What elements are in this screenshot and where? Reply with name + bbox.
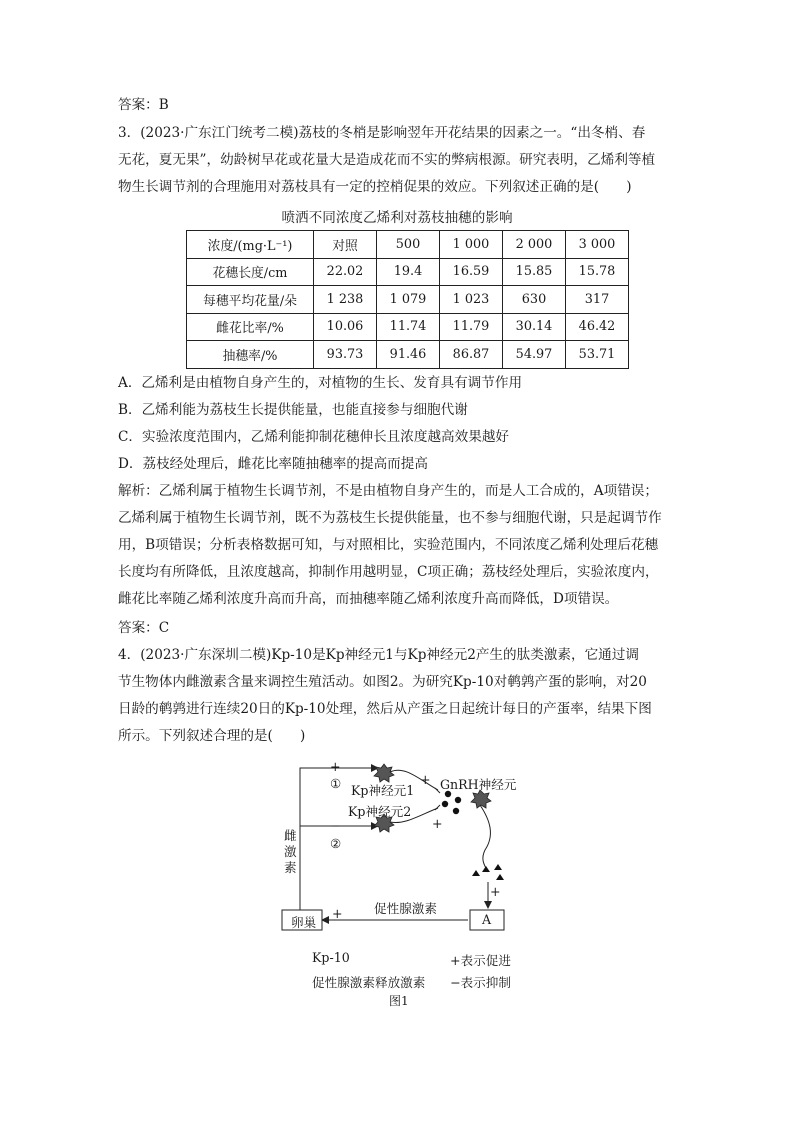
minus-sign: −: [330, 818, 341, 833]
legend-kp10: Kp-10: [312, 950, 350, 965]
table-row: [187, 341, 629, 369]
kp-neuron-1-label: Kp神经元1: [351, 783, 415, 798]
table-caption: 喷洒不同浓度乙烯利对荔枝抽穗的影响: [281, 210, 513, 226]
plus-sign: +: [420, 772, 431, 787]
table-cell: 10.06: [314, 313, 377, 341]
table-row-label: 雌花比率/%: [187, 313, 314, 341]
table-cell: 15.85: [503, 258, 566, 286]
plus-sign: +: [432, 816, 443, 831]
gnrh-axon: [480, 805, 490, 872]
table-cell: 53.71: [566, 341, 629, 369]
q4-stem-line-1: 4．(2023·广东深圳二模)Kp-10是Kp神经元1与Kp神经元2产生的肽类激素，它通过调: [118, 647, 639, 663]
ovary-label: 卵巢: [291, 915, 317, 930]
table-cell: 19.4: [377, 258, 440, 286]
analysis-line-4: 长度均有所降低，且浓度越高，抑制作用越明显，C项正确；荔枝经处理后，实验浓度内，: [118, 564, 659, 580]
table-row-label: 抽穗率/%: [187, 341, 314, 369]
plus-sign: +: [490, 884, 501, 899]
analysis-line-3: 用，B项错误；分析表格数据可知，与对照相比，实验范围内，不同浓度乙烯利处理后花穗: [118, 537, 659, 553]
q4-stem-line-2: 节生物体内雌激素含量来调控生殖活动。如图2。为研究Kp-10对鹌鹑产蛋的影响，对20: [118, 674, 647, 690]
q3-answer: 答案：C: [118, 620, 170, 636]
kp-neuron-2-label: Kp神经元2: [348, 804, 412, 819]
table-cell: 54.97: [503, 341, 566, 369]
legend-inhibit: −表示抑制: [450, 975, 511, 990]
table-cell: 11.79: [440, 313, 503, 341]
gnrh-triangles: [472, 864, 504, 880]
gonadotropin-label: 促性腺激素: [374, 901, 437, 916]
table-cell: 22.02: [314, 258, 377, 286]
q4-stem-line-3: 日龄的鹌鹑进行连续20日的Kp-10处理，然后从产蛋之日起统计每日的产蛋率，结果下图: [118, 701, 652, 717]
estrogen-label: 雌激素: [284, 828, 297, 875]
previous-answer: 答案：B: [118, 97, 169, 113]
q3-stem-line-1: 3．(2023·广东江门统考二模)荔枝的冬梢是影响翌年开花结果的因素之一。“出冬梢、春: [118, 125, 646, 141]
plus-sign: +: [332, 906, 343, 921]
table-cell: 1 079: [377, 286, 440, 314]
table-cell: 93.73: [314, 341, 377, 369]
table-header-row: [187, 231, 629, 259]
table-header-cell: 对照: [314, 231, 377, 259]
table-header-cell: 500: [377, 231, 440, 259]
table-row-label: 花穗长度/cm: [187, 258, 314, 286]
table-cell: 91.46: [377, 341, 440, 369]
path-2-label: ②: [330, 836, 342, 851]
ethephon-table: [186, 230, 629, 369]
option-b: B．乙烯利能为荔枝生长提供能量，也能直接参与细胞代谢: [118, 402, 468, 418]
table-cell: 1 023: [440, 286, 503, 314]
path-1-label: ①: [330, 776, 342, 791]
table-cell: 30.14: [503, 313, 566, 341]
table-header-cell: 3 000: [566, 231, 629, 259]
table-row: [187, 258, 629, 286]
gnrh-neuron-label: GnRH神经元: [440, 777, 517, 792]
kp10-dots: [442, 791, 461, 814]
plus-sign: +: [330, 759, 341, 774]
table-cell: 317: [566, 286, 629, 314]
table-row-label: 每穗平均花量/朵: [187, 286, 314, 314]
table-cell: 46.42: [566, 313, 629, 341]
legend-promote: +表示促进: [450, 953, 511, 968]
table-row: [187, 313, 629, 341]
analysis-line-5: 雌花比率随乙烯利浓度升高而升高，而抽穗率随乙烯利浓度升高而降低，D项错误。: [118, 591, 619, 607]
q3-stem-line-3: 物生长调节剂的合理施用对荔枝具有一定的控梢促果的效应。下列叙述正确的是( ): [118, 179, 632, 195]
table-cell: 630: [503, 286, 566, 314]
table-header-cell: 浓度/(mg·L⁻¹): [187, 231, 314, 259]
table-cell: 16.59: [440, 258, 503, 286]
q4-stem-line-4: 所示。下列叙述合理的是( ): [118, 728, 306, 744]
option-a: A．乙烯利是由植物自身产生的，对植物的生长、发育具有调节作用: [118, 375, 523, 391]
legend-grh: 促性腺激素释放激素: [312, 975, 426, 990]
analysis-line-2: 乙烯利属于植物生长调节剂，既不为荔枝生长提供能量，也不参与细胞代谢，只是起调节作: [118, 510, 662, 526]
q3-stem-line-2: 无花，夏无果”，幼龄树早花或花量大是造成花而不实的弊病根源。研究表明，乙烯利等植: [118, 152, 656, 168]
table-row: [187, 286, 629, 314]
table-header-cell: 2 000: [503, 231, 566, 259]
table-cell: 15.78: [566, 258, 629, 286]
option-d: D．荔枝经处理后，雌花比率随抽穗率的提高而提高: [118, 456, 428, 472]
table-cell: 1 238: [314, 286, 377, 314]
table-cell: 86.87: [440, 341, 503, 369]
table-cell: 11.74: [377, 313, 440, 341]
figure-title: 图1: [389, 994, 409, 1008]
analysis-line-1: 解析：乙烯利属于植物生长调节剂，不是由植物自身产生的，而是人工合成的，A项错误；: [118, 483, 658, 499]
option-c: C．实验浓度范围内，乙烯利能抑制花穗伸长且浓度越高效果越好: [118, 429, 510, 445]
table-header-cell: 1 000: [440, 231, 503, 259]
box-a-label: A: [482, 912, 492, 927]
